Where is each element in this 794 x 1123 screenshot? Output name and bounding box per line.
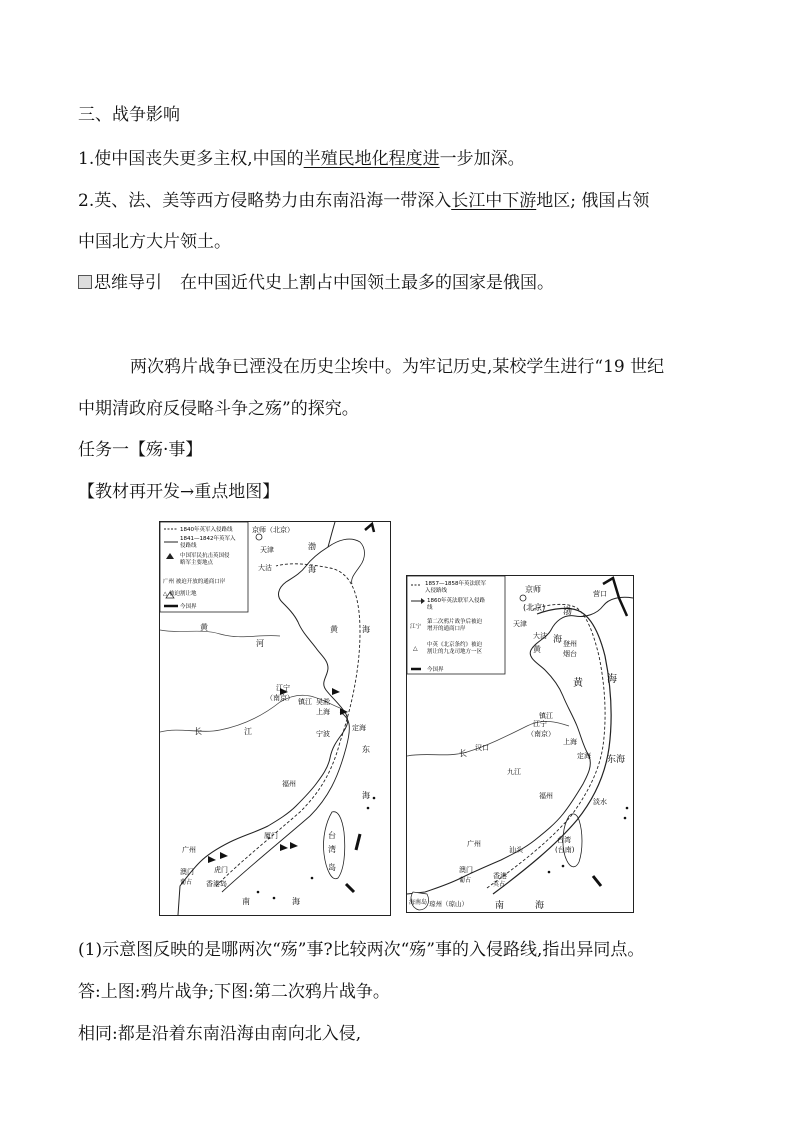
map1-legend-4: 略军主要地点 [180, 560, 214, 566]
map1-puttuo: 葡占 [180, 879, 193, 886]
intro-line-2: 中期清政府反侵略斗争之殇”的探究。 [78, 399, 359, 419]
map1-legend-6: △ 被迫割让地 [163, 591, 197, 597]
map2-huang1: 黄 [533, 645, 541, 654]
map1-tianjin: 天津 [260, 546, 274, 554]
map1-wusong: 吴淞 [316, 698, 330, 706]
map1-nanjing: （南京） [266, 694, 294, 702]
map2-hai2: 海 [607, 674, 617, 685]
map2-legend-box [407, 576, 505, 674]
map2-legend-0: 1857—1858年英法联军 [425, 581, 486, 587]
task-subtitle: 【教材再开发→重点地图】 [78, 482, 280, 502]
map1-dinghai: 定海 [352, 724, 366, 732]
map2-puttuo: 葡占 [459, 877, 472, 884]
question-1: (1)示意图反映的是哪两次“殇”事?比较两次“殇”事的入侵路线,指出异同点。 [78, 940, 645, 960]
map2-beijing: (北京) [523, 603, 546, 612]
map1-dagu: 大沽 [258, 564, 272, 572]
map2-danshui: 淡水 [593, 798, 607, 806]
map2-hainan-label: 海南岛 [409, 899, 428, 906]
map1-legend-0: 1840年英军入侵路线 [180, 527, 233, 533]
map1-legend-2: 侵路线 [180, 543, 197, 549]
map2-legend-6: 江宁 [410, 624, 422, 630]
tip-text: 在中国近代史上割占中国领土最多的国家是俄国。 [180, 273, 554, 293]
p2-underlined: 长江中下游 [451, 191, 537, 211]
map1-hai2: 海 [362, 625, 370, 634]
map1-he: 河 [256, 639, 264, 648]
answer-line-1: 答:上图:鸦片战争;下图:第二次鸦片战争。 [78, 982, 390, 1002]
map2-aomen: 澳门 [459, 866, 473, 874]
map2-dengzhou: 登州 [563, 640, 577, 648]
map1-yellow-river [160, 630, 280, 637]
map2-dinghai: 定海 [577, 752, 591, 760]
map2-huang2: 黄 [573, 678, 583, 689]
tip [78, 271, 554, 295]
tip-label: 思维导引 [94, 273, 162, 293]
map2-hai3: 海 [535, 901, 545, 911]
map1-huang1: 黄 [200, 623, 208, 632]
map1-huang2: 黄 [330, 625, 338, 634]
map2-yingzhan: 英占 [493, 881, 506, 888]
map2-taiwan-label: 台湾 [557, 836, 571, 844]
map2-legend-8: 割让的九龙司地方一区 [427, 649, 483, 655]
map1-aomen: 澳门 [180, 868, 194, 876]
map2-legend-7: 中英《北京条约》被迫 [427, 642, 483, 648]
map2-legend-3: 线 [427, 605, 433, 611]
map2-legend-9: △ [413, 645, 418, 652]
map1-legend-3: 中国军民抗击英国侵 [180, 553, 230, 559]
map2-jiangning: 江宁 [533, 720, 547, 728]
map1-tai: 台 [328, 831, 336, 840]
map1-bo: 渤 [308, 542, 316, 551]
map1-legend-7: 今国界 [180, 604, 197, 610]
map2-hankou: 汉口 [475, 744, 489, 752]
paragraph-2 [78, 189, 649, 213]
map-first-opium-war [159, 521, 391, 916]
map1-fuzhou: 福州 [282, 780, 296, 788]
map2-dagu: 大沽 [533, 632, 547, 640]
map2-jiujiang: 九江 [507, 768, 521, 776]
p1-prefix: 1.使中国丧失更多主权,中国的 [78, 149, 304, 169]
map2-nanjing: （南京） [527, 730, 555, 738]
paragraph-1 [78, 147, 525, 171]
map1-hai1: 海 [308, 565, 316, 574]
map2-legend-10: 今国界 [427, 667, 444, 673]
paragraph-2-line2: 中国北方大片领土。 [78, 232, 231, 252]
map2-jingshi: 京师 [525, 585, 541, 594]
map1-humen: 虎门 [214, 866, 228, 874]
map1-nan: 南 [242, 897, 250, 906]
map2-fuzhou: 福州 [539, 792, 553, 800]
map1-jiang: 江 [244, 727, 252, 736]
intro-line-1: 两次鸦片战争已湮没在历史尘埃中。为牢记历史,某校学生进行“19 世纪 [130, 357, 665, 377]
map2-donghai: 东海 [607, 755, 626, 765]
thinking-guide-icon [78, 275, 92, 289]
map1-legend-5: 广州 被迫开放的通商口岸 [163, 579, 226, 585]
p1-suffix: 一步加深。 [439, 149, 525, 169]
map2-tainan: (台南) [555, 846, 575, 854]
map2-tianjin: 天津 [513, 620, 527, 628]
map2-yantai: 烟台 [563, 650, 577, 658]
p2-prefix: 2.英、法、美等西方侵略势力由东南沿海一带深入 [78, 191, 452, 211]
map2-shantou: 汕头 [509, 846, 523, 854]
map1-dao: 岛 [328, 863, 336, 872]
map-second-opium-war [406, 575, 634, 913]
map2-nan: 南 [495, 901, 505, 911]
map2-zhenjiang: 镇江 [539, 712, 553, 720]
answer-line-2: 相同:都是沿着东南沿海由南向北入侵, [78, 1024, 362, 1044]
map2-chang: 长 [459, 749, 467, 758]
map2-shanghai: 上海 [563, 738, 577, 746]
map2-bo: 渤 [563, 607, 573, 617]
p2-suffix: 地区; 俄国占领 [536, 191, 650, 211]
map1-guangzhou: 广州 [182, 846, 196, 854]
map1-hai4: 海 [292, 897, 300, 906]
map2-legend-1: 入侵路线 [425, 588, 448, 594]
map1-shanghai: 上海 [316, 708, 330, 716]
map2-legend-5: 增开的通商口岸 [427, 626, 466, 632]
map1-legend-1: 1841—1842年英军入 [180, 536, 236, 542]
map1-beijing: 京师（北京） [252, 526, 294, 534]
map2-legend-2: 1860年英法联军入侵路 [427, 598, 485, 604]
map1-xiamen: 厦门 [264, 832, 278, 840]
map2-qiongzhou: 琼州（琼山） [429, 900, 468, 908]
map1-ningbo: 宁波 [316, 730, 330, 738]
map1-jiangning: 江宁 [276, 684, 290, 692]
section-heading: 三、战争影响 [78, 105, 180, 125]
map1-dong: 东 [362, 745, 370, 754]
task-title: 任务一【殇·事】 [78, 440, 203, 460]
map1-hai3: 海 [362, 791, 370, 800]
p1-underlined: 半殖民地化程度进 [303, 149, 440, 169]
map1-wan: 湾 [328, 845, 336, 854]
map1-hongkong: 香港岛 [206, 880, 227, 888]
map1-chang: 长 [194, 727, 202, 736]
map2-hongkong: 香港 [493, 872, 507, 880]
map2-guangzhou: 广州 [467, 840, 481, 848]
map2-hai1: 海 [553, 635, 563, 645]
map2-yingkou: 营口 [593, 590, 607, 598]
map2-legend-4: 第二次鸦片战争后被迫 [427, 619, 483, 625]
map1-zhenjiang: 镇江 [298, 698, 312, 706]
